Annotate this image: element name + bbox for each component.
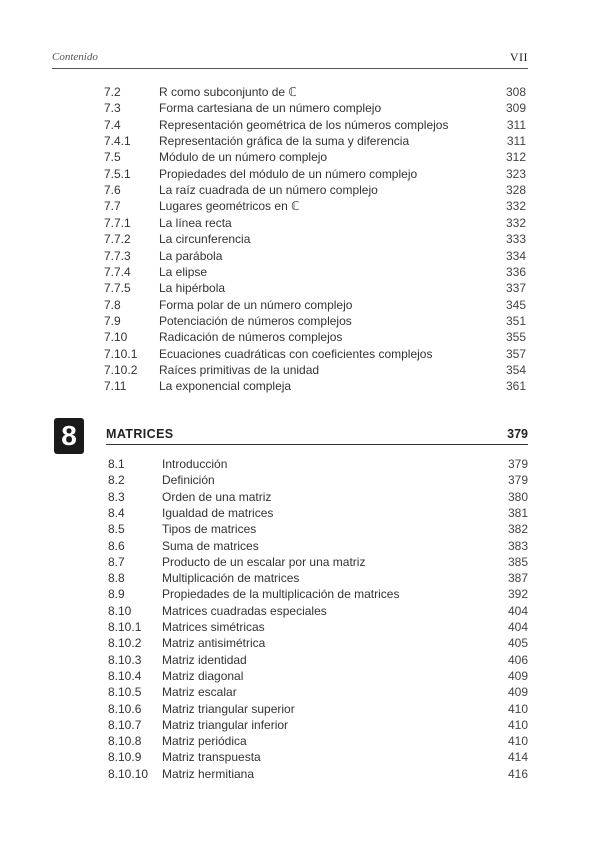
toc-entry <box>104 313 526 329</box>
toc-entry-page: 311 <box>506 134 526 149</box>
running-header <box>52 48 528 69</box>
toc-entry-num: 8.10.3 <box>108 652 142 667</box>
toc-entry <box>108 554 528 570</box>
toc-entry <box>108 733 528 749</box>
toc-entry <box>104 297 526 313</box>
toc-entry-num: 8.10.5 <box>108 685 142 700</box>
toc-entry-page: 385 <box>507 554 528 569</box>
toc-entry-title: Tipos de matrices <box>162 522 257 537</box>
header-page-number: VII <box>509 50 528 64</box>
toc-entry-title: La elipse <box>159 264 208 279</box>
toc-entry-page: 392 <box>507 587 528 602</box>
chapter-heading <box>106 426 528 445</box>
toc-entry-num: 7.8 <box>104 297 121 312</box>
toc-entry-num: 7.4.1 <box>104 134 131 149</box>
toc-entry <box>108 456 528 472</box>
toc-entry-page: 409 <box>507 668 528 683</box>
toc-entry-title: Producto de un escalar por una matriz <box>162 554 366 569</box>
toc-entry-num: 7.7.3 <box>104 248 131 263</box>
toc-entry-page: 379 <box>507 473 528 488</box>
toc-entry <box>104 84 526 100</box>
toc-entry-title: Ecuaciones cuadráticas con coeficientes complejos <box>159 346 433 361</box>
toc-entry-num: 8.4 <box>108 505 125 520</box>
toc-entry-title: Forma polar de un número complejo <box>159 297 353 312</box>
toc-entry-page: 351 <box>505 313 526 328</box>
toc-entry-title: Matriz periódica <box>162 734 247 749</box>
toc-entry-num: 7.2 <box>104 85 121 99</box>
toc-entry-title: Representación geométrica de los números complejos <box>159 117 449 132</box>
header-section-title: Contenido <box>52 51 98 63</box>
toc-entry-num: 7.7 <box>104 199 121 214</box>
toc-entry-page: 379 <box>507 457 528 471</box>
toc-entry-title: La línea recta <box>159 215 232 230</box>
toc-entry-num: 8.3 <box>108 489 125 504</box>
toc-entry-num: 7.10.1 <box>104 346 138 361</box>
toc-entry <box>104 378 526 394</box>
toc-entry-num: 7.9 <box>104 313 121 328</box>
toc-entry-num: 8.10.8 <box>108 734 142 749</box>
toc-entry-title: Potenciación de números complejos <box>159 313 352 328</box>
toc-entry-num: 8.2 <box>108 473 125 488</box>
toc-entry-num: 8.10.7 <box>108 717 142 732</box>
toc-entry-page: 387 <box>507 571 528 586</box>
toc-entry-num: 8.9 <box>108 587 125 602</box>
toc-entry <box>104 182 526 198</box>
toc-entry-num: 7.4 <box>104 117 121 132</box>
toc-entry <box>108 570 528 586</box>
toc-entry <box>108 668 528 684</box>
toc-entry-page: 332 <box>505 215 526 230</box>
toc-entry <box>108 586 528 602</box>
toc-entry-page: 406 <box>507 652 528 667</box>
toc-entry-page: 355 <box>505 330 526 345</box>
toc-entry-title: Módulo de un número complejo <box>159 150 328 165</box>
toc-entry-page: 404 <box>507 603 528 618</box>
toc-entry-num: 8.10.1 <box>108 620 142 634</box>
toc-entry-num: 8.10 <box>108 603 132 618</box>
toc-entry <box>104 248 526 264</box>
toc-entry-title: Matrices cuadradas especiales <box>162 603 327 618</box>
toc-entry-title: Raíces primitivas de la unidad <box>159 362 320 377</box>
toc-entry-page: 361 <box>505 379 526 394</box>
toc-entry-page: 409 <box>507 685 528 700</box>
toc-entry-title: R como subconjunto de ℂ <box>159 85 297 99</box>
toc-entry-title: Matriz antisimétrica <box>162 636 266 651</box>
toc-entry-page: 410 <box>507 717 528 732</box>
toc-entry <box>108 766 528 782</box>
toc-entry-page: 404 <box>507 620 528 634</box>
toc-entry-num: 8.7 <box>108 554 125 569</box>
toc-entry-title: La hipérbola <box>159 281 226 296</box>
toc-entry-num: 7.11 <box>104 379 127 394</box>
toc-entry-title: Propiedades de la multiplicación de matrices <box>162 587 400 602</box>
toc-entry <box>104 166 526 182</box>
toc-entry-title: La raíz cuadrada de un número complejo <box>159 183 378 198</box>
toc-entry-num: 7.10.2 <box>104 362 138 377</box>
toc-entry-title: Lugares geométricos en ℂ <box>159 199 300 214</box>
toc-entry <box>108 749 528 765</box>
toc-entry <box>104 149 526 165</box>
toc-entry-title: Matriz escalar <box>162 685 237 700</box>
toc-entry-page: 410 <box>507 701 528 716</box>
toc-entry <box>108 701 528 717</box>
toc-entry-page: 333 <box>505 232 526 247</box>
toc-entry-title: Radicación de números complejos <box>159 330 343 345</box>
toc-entry <box>108 472 528 488</box>
toc-entry <box>108 717 528 733</box>
toc-entry-page: 309 <box>505 101 526 116</box>
toc-entry-page: 405 <box>507 636 528 651</box>
toc-entry-page: 410 <box>507 734 528 749</box>
toc-entry-page: 383 <box>507 538 528 553</box>
toc-entry-num: 7.5 <box>104 150 121 165</box>
toc-entry-page: 381 <box>507 505 528 520</box>
toc-entry-title: Orden de una matriz <box>162 489 272 504</box>
toc-entry-title: Matriz diagonal <box>162 668 244 683</box>
toc-entry <box>108 635 528 651</box>
toc-entry <box>108 538 528 554</box>
toc-entry-page: 312 <box>505 150 526 165</box>
toc-entry <box>104 280 526 296</box>
toc-entry-title: Representación gráfica de la suma y diferencia <box>159 134 410 149</box>
toc-entry <box>104 117 526 133</box>
toc-entry-num: 7.7.1 <box>104 215 131 230</box>
toc-entry-num: 7.5.1 <box>104 166 131 181</box>
toc-entry-title: La exponencial compleja <box>159 379 292 394</box>
toc-entry <box>104 264 526 280</box>
toc-entry-page: 414 <box>507 750 528 765</box>
toc-entry-title: Matriz triangular superior <box>162 701 295 716</box>
toc-entry <box>104 215 526 231</box>
toc-entry-page: 336 <box>505 264 526 279</box>
chapter-page: 379 <box>507 427 528 441</box>
toc-entry-page: 308 <box>505 85 526 99</box>
toc-entry <box>108 619 528 635</box>
toc-entry-page: 332 <box>505 199 526 214</box>
toc-entry-num: 8.10.10 <box>108 766 149 781</box>
chapter-number-badge: 8 <box>54 418 84 454</box>
toc-entry-num: 8.8 <box>108 571 125 586</box>
toc-entry-page: 380 <box>507 489 528 504</box>
toc-entry-title: Suma de matrices <box>162 538 259 553</box>
toc-entry-page: 334 <box>505 248 526 263</box>
toc-entry-num: 7.7.2 <box>104 232 131 247</box>
toc-entry-num: 7.10 <box>104 330 128 345</box>
toc-entry <box>108 505 528 521</box>
toc-entry-num: 8.10.6 <box>108 701 142 716</box>
toc-entry <box>108 603 528 619</box>
toc-entry <box>108 521 528 537</box>
toc-entry-page: 328 <box>505 183 526 198</box>
toc-entry-num: 7.7.4 <box>104 264 131 279</box>
toc-entry-page: 337 <box>505 281 526 296</box>
toc-entry <box>104 231 526 247</box>
toc-entry <box>104 329 526 345</box>
toc-entry-page: 323 <box>505 166 526 181</box>
toc-entry <box>108 489 528 505</box>
toc-entry-num: 7.6 <box>104 183 121 198</box>
toc-entry <box>108 652 528 668</box>
chapter-title: MATRICES <box>106 427 174 441</box>
toc-entry <box>104 133 526 149</box>
toc-entry <box>108 684 528 700</box>
toc-entry-title: Matrices simétricas <box>162 620 265 634</box>
toc-entry <box>104 198 526 214</box>
toc-entry-page: 382 <box>507 522 528 537</box>
toc-entry-num: 8.10.9 <box>108 750 142 765</box>
toc-entry-num: 8.10.4 <box>108 668 142 683</box>
toc-entry-title: La circunferencia <box>159 232 251 247</box>
toc-entry-num: 7.3 <box>104 101 121 116</box>
toc-entry-page: 357 <box>505 346 526 361</box>
toc-entry-title: Matriz triangular inferior <box>162 717 289 732</box>
toc-entry-title: Matriz identidad <box>162 652 247 667</box>
toc-entry-num: 7.7.5 <box>104 281 131 296</box>
toc-entry-page: 345 <box>505 297 526 312</box>
toc-entry <box>104 100 526 116</box>
toc-entry-title: Matriz hermitiana <box>162 766 255 781</box>
toc-entry-title: Multiplicación de matrices <box>162 571 300 586</box>
toc-entry-page: 354 <box>505 362 526 377</box>
toc-entry-title: Introducción <box>162 457 228 471</box>
toc-entry-title: Igualdad de matrices <box>162 505 274 520</box>
toc-entry-num: 8.6 <box>108 538 125 553</box>
toc-entry-page: 311 <box>506 117 526 132</box>
toc-entry-title: Forma cartesiana de un número complejo <box>159 101 382 116</box>
toc-entry-title: Propiedades del módulo de un número complejo <box>159 166 418 181</box>
toc-entry-num: 8.5 <box>108 522 125 537</box>
toc-entry-num: 8.10.2 <box>108 636 142 651</box>
toc-entry <box>104 346 526 362</box>
toc-entry-page: 416 <box>507 766 528 781</box>
toc-entry-num: 8.1 <box>108 457 125 471</box>
toc-entry-title: Definición <box>162 473 215 488</box>
toc-entry-title: Matriz transpuesta <box>162 750 261 765</box>
toc-entry <box>104 362 526 378</box>
toc-entry-title: La parábola <box>159 248 223 263</box>
